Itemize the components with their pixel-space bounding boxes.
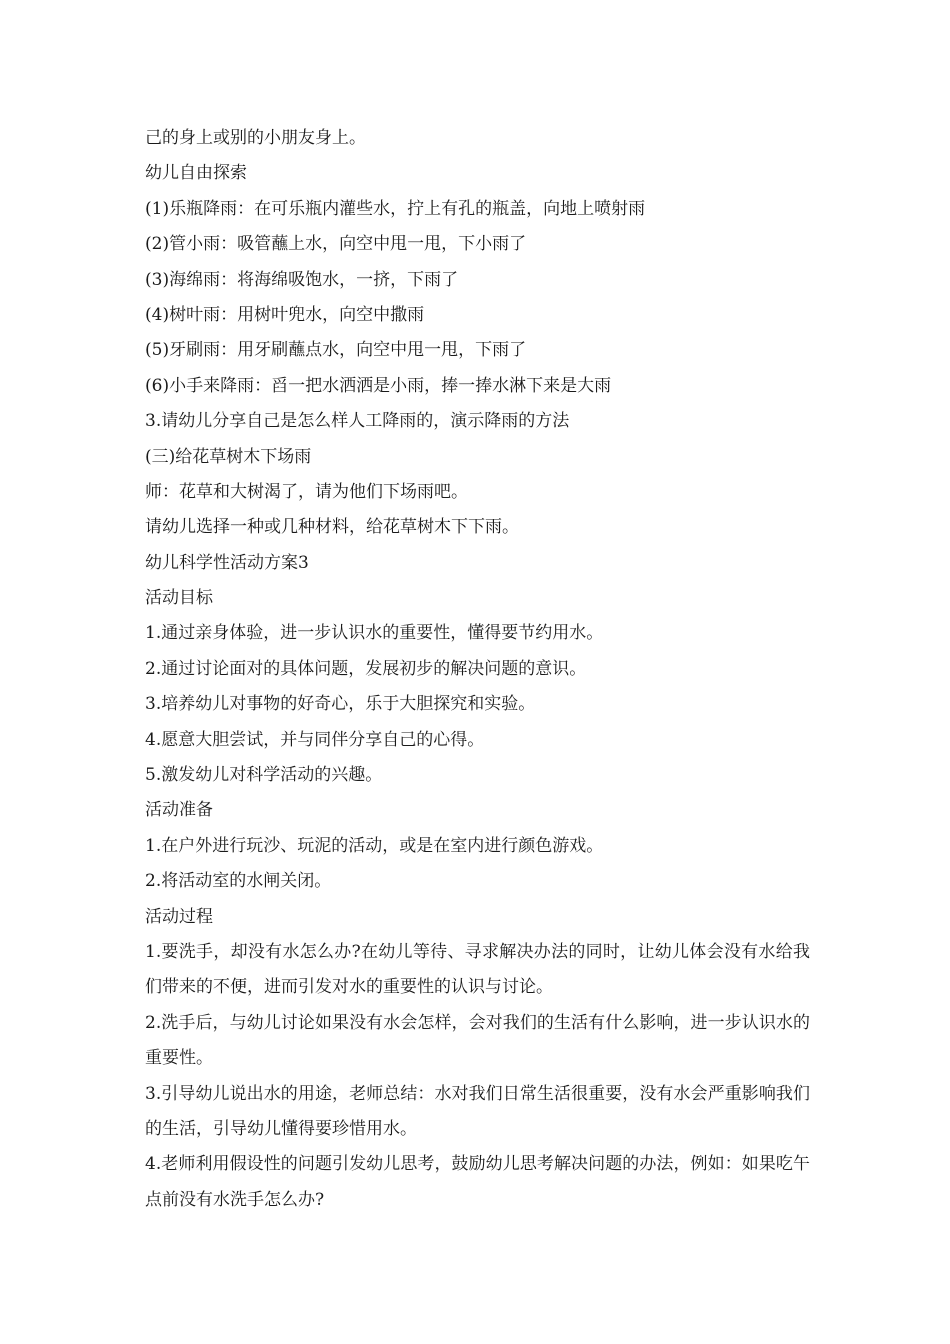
list-item-hand-rain: (6)小手来降雨：舀一把水洒洒是小雨，捧一捧水淋下来是大雨 [145, 375, 612, 396]
goal-item: 4.愿意大胆尝试，并与同伴分享自己的心得。 [145, 729, 485, 750]
goal-item: 1.通过亲身体验，进一步认识水的重要性，懂得要节约用水。 [145, 623, 604, 644]
list-item-straw-rain: (2)管小雨：吸管蘸上水，向空中甩一甩，下小雨了 [145, 234, 527, 255]
section-heading-goals: 活动目标 [145, 588, 213, 609]
section-heading-process: 活动过程 [145, 906, 213, 927]
process-paragraph: 4.老师利用假设性的问题引发幼儿思考，鼓励幼儿思考解决问题的办法，例如：如果吃午点前没有水洗手怎么办? [145, 1154, 810, 1210]
process-paragraph: 1.要洗手，却没有水怎么办?在幼儿等待、寻求解决办法的同时，让幼儿体会没有水给我们带来的不便，进而引发对水的重要性的认识与讨论。 [145, 941, 810, 998]
list-item-leaf-rain: (4)树叶雨：用树叶兜水，向空中撒雨 [145, 304, 425, 325]
goal-item: 5.激发幼儿对科学活动的兴趣。 [145, 765, 383, 786]
process-paragraph: 3.引导幼儿说出水的用途，老师总结：水对我们日常生活很重要，没有水会严重影响我们的生活，引导幼儿懂得要珍惜用水。 [145, 1083, 810, 1140]
process-paragraph: 2.洗手后，与幼儿讨论如果没有水会怎样，会对我们的生活有什么影响，进一步认识水的重要性。 [145, 1012, 810, 1069]
text-line-teacher: 师：花草和大树渴了，请为他们下场雨吧。 [145, 481, 468, 502]
preparation-item: 2.将活动室的水闸关闭。 [145, 871, 332, 892]
section-heading-free-exploration: 幼儿自由探索 [145, 163, 247, 184]
goal-item: 2.通过讨论面对的具体问题，发展初步的解决问题的意识。 [145, 658, 587, 679]
text-line-share: 3.请幼儿分享自己是怎么样人工降雨的，演示降雨的方法 [145, 411, 570, 432]
preparation-item: 1.在户外进行玩沙、玩泥的活动，或是在室内进行颜色游戏。 [145, 835, 604, 856]
document-body [145, 121, 810, 1218]
plan-title: 幼儿科学性活动方案3 [145, 552, 309, 573]
list-item-toothbrush-rain: (5)牙刷雨：用牙刷蘸点水，向空中甩一甩，下雨了 [145, 340, 527, 361]
list-item-bottle-rain: (1)乐瓶降雨：在可乐瓶内灌些水，拧上有孔的瓶盖，向地上喷射雨 [145, 198, 646, 219]
section-heading-preparation: 活动准备 [145, 800, 213, 821]
list-item-sponge-rain: (3)海绵雨：将海绵吸饱水，一挤，下雨了 [145, 269, 459, 290]
text-line-choose-materials: 请幼儿选择一种或几种材料，给花草树木下下雨。 [145, 517, 519, 538]
text-line-continuation: 己的身上或别的小朋友身上。 [145, 128, 366, 148]
section-heading-water-plants: (三)给花草树木下场雨 [145, 446, 312, 467]
goal-item: 3.培养幼儿对事物的好奇心，乐于大胆探究和实验。 [145, 694, 536, 715]
